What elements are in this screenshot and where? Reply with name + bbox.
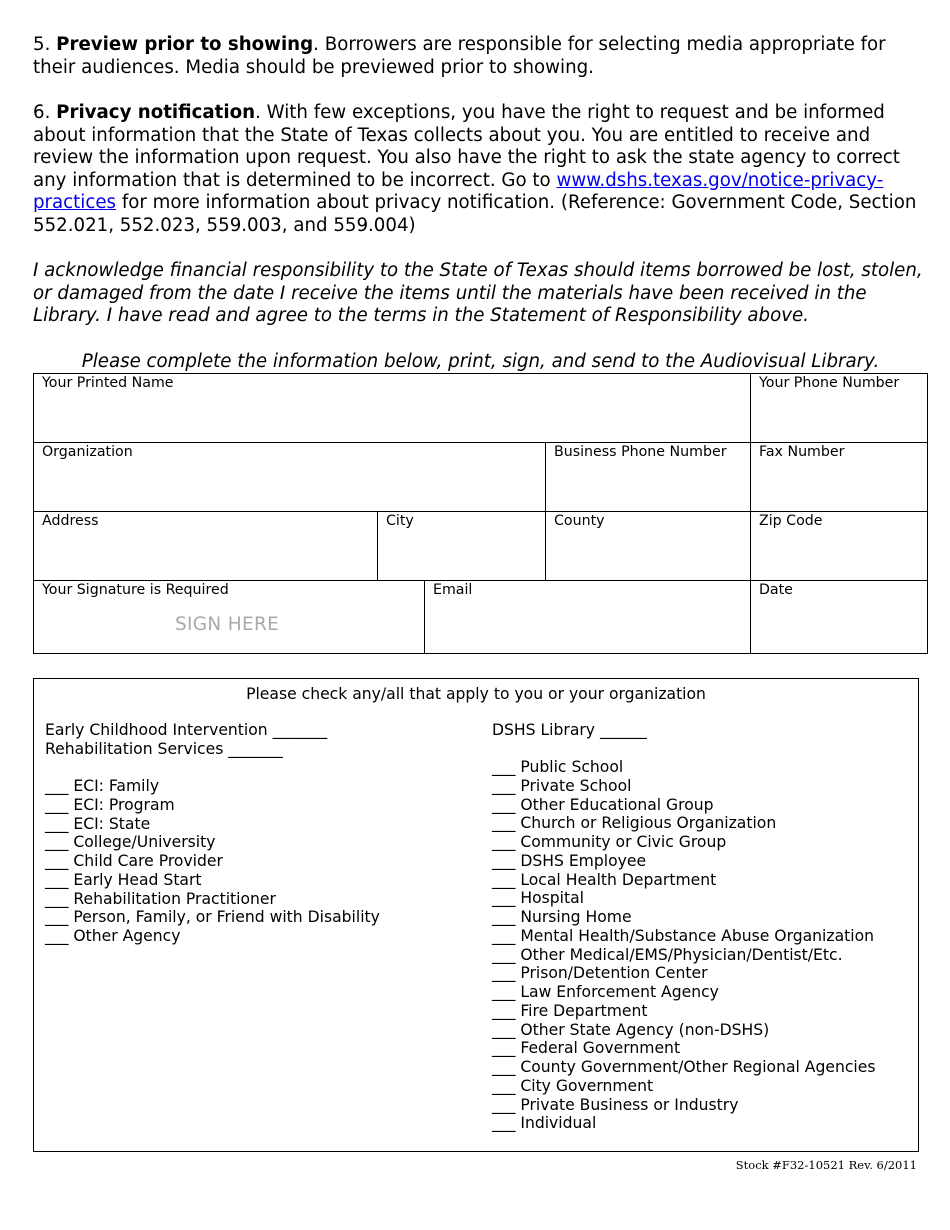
checklist-item[interactable]: ___ Other State Agency (non-DSHS) (492, 1020, 770, 1039)
fax-number-label: Fax Number (759, 444, 845, 460)
section-5-preview (33, 34, 923, 79)
checklist-item[interactable]: ___ Private Business or Industry (492, 1095, 739, 1114)
checklist-item[interactable]: ___ Fire Department (492, 1001, 648, 1020)
checklist-item[interactable]: ___ Private School (492, 776, 632, 795)
dshs-library-line[interactable]: DSHS Library ______ (492, 721, 647, 739)
checklist-left-top (45, 721, 327, 759)
checklist-item[interactable]: ___ Other Medical/EMS/Physician/Dentist/Etc. (492, 945, 843, 964)
zip-code-field[interactable] (750, 511, 928, 581)
checklist-item[interactable]: ___ Local Health Department (492, 870, 717, 889)
privacy-practices-link[interactable]: www.dshs.texas.gov/notice-privacy-practices (33, 169, 884, 213)
checklist-item[interactable]: ___ Hospital (492, 889, 584, 908)
city-field[interactable] (377, 511, 546, 581)
checklist-item[interactable]: ___ College/University (45, 833, 216, 852)
checklist-item[interactable]: ___ ECI: State (45, 814, 151, 833)
address-label: Address (42, 513, 99, 529)
phone-number-field[interactable] (750, 373, 928, 443)
organization-field[interactable] (33, 442, 546, 512)
checklist-right-top (492, 721, 647, 740)
county-label: County (554, 513, 605, 529)
section-6-text-before: . With few exceptions, you have the right to request and be informed about information that the State of Texas collects about you. You are entitled to receive and review the information upon request. You also have the right to ask the state agency to correct any information that is determined to be incorrect. Go to (33, 102, 900, 191)
section-6-privacy (33, 102, 923, 237)
stock-number-footer: Stock #F32-10521 Rev. 6/2011 (735, 1158, 917, 1172)
checklist-item[interactable]: ___ Nursing Home (492, 908, 632, 926)
checklist-item[interactable]: ___ City Government (492, 1076, 654, 1095)
printed-name-field[interactable] (33, 373, 751, 443)
address-field[interactable] (33, 511, 378, 581)
checklist-header: Please check any/all that apply to you or your organization (246, 685, 706, 703)
checklist-item[interactable]: ___ Person, Family, or Friend with Disability (45, 908, 380, 927)
section-6-number: 6. (33, 102, 57, 123)
checklist-item[interactable]: ___ Federal Government (492, 1039, 681, 1058)
checklist-item[interactable]: ___ Individual (492, 1114, 597, 1133)
checklist-item[interactable]: ___ Mental Health/Substance Abuse Organization (492, 926, 874, 945)
form-instructions: Please complete the information below, print, sign, and send to the Audiovisual Library. (81, 351, 880, 372)
checklist-item[interactable]: ___ Other Agency (45, 927, 181, 945)
rehab-services-line[interactable]: Rehabilitation Services _______ (45, 739, 283, 758)
eci-line[interactable]: Early Childhood Intervention _______ (45, 721, 328, 739)
checklist-item[interactable]: ___ Other Educational Group (492, 795, 714, 814)
email-label: Email (433, 582, 473, 598)
printed-name-label: Your Printed Name (42, 375, 174, 391)
email-field[interactable] (424, 580, 751, 654)
section-5-heading: Preview prior to showing (56, 34, 314, 55)
checklist-item[interactable]: ___ ECI: Program (45, 795, 175, 814)
date-label: Date (759, 582, 793, 598)
checklist-item[interactable]: ___ County Government/Other Regional Agencies (492, 1058, 876, 1076)
acknowledgement-statement: I acknowledge financial responsibility to the State of Texas should items borrowed be lost, stolen, or damaged from the date I receive the items until the materials have been received in the Library. I have read and agree to the terms in the Statement of Responsibility above. (33, 260, 923, 326)
sign-here-placeholder: SIGN HERE (175, 614, 280, 635)
checklist-item[interactable]: ___ Law Enforcement Agency (492, 983, 719, 1001)
organization-label: Organization (42, 444, 133, 460)
section-5-number: 5. (33, 34, 57, 55)
county-field[interactable] (545, 511, 751, 581)
checklist-item[interactable]: ___ DSHS Employee (492, 851, 647, 870)
signature-label: Your Signature is Required (42, 582, 229, 598)
checklist-item[interactable]: ___ Child Care Provider (45, 852, 223, 870)
section-6-text-after: for more information about privacy notification. (Reference: Government Code, Section 552.021, 552.023, 559.003, and 559.004) (33, 192, 917, 236)
checklist-item[interactable]: ___ Public School (492, 758, 624, 776)
checklist-right-items (492, 758, 875, 1133)
checklist-item[interactable]: ___ Rehabilitation Practitioner (45, 889, 276, 908)
checklist-item[interactable]: ___ Church or Religious Organization (492, 814, 777, 833)
checklist-left-items (45, 777, 380, 946)
business-phone-label: Business Phone Number (554, 444, 727, 460)
checklist-item[interactable]: ___ Prison/Detention Center (492, 964, 708, 983)
zip-code-label: Zip Code (759, 513, 823, 529)
phone-number-label: Your Phone Number (759, 375, 900, 391)
city-label: City (386, 513, 414, 529)
checklist-item[interactable]: ___ ECI: Family (45, 777, 160, 795)
business-phone-field[interactable] (545, 442, 751, 512)
section-6-heading: Privacy notification (56, 102, 256, 123)
checklist-item[interactable]: ___ Early Head Start (45, 870, 202, 889)
fax-number-field[interactable] (750, 442, 928, 512)
checklist-item[interactable]: ___ Community or Civic Group (492, 833, 727, 851)
date-field[interactable] (750, 580, 928, 654)
section-5-text: . Borrowers are responsible for selecting media appropriate for their audiences. Media should be previewed prior to showing. (33, 34, 886, 78)
